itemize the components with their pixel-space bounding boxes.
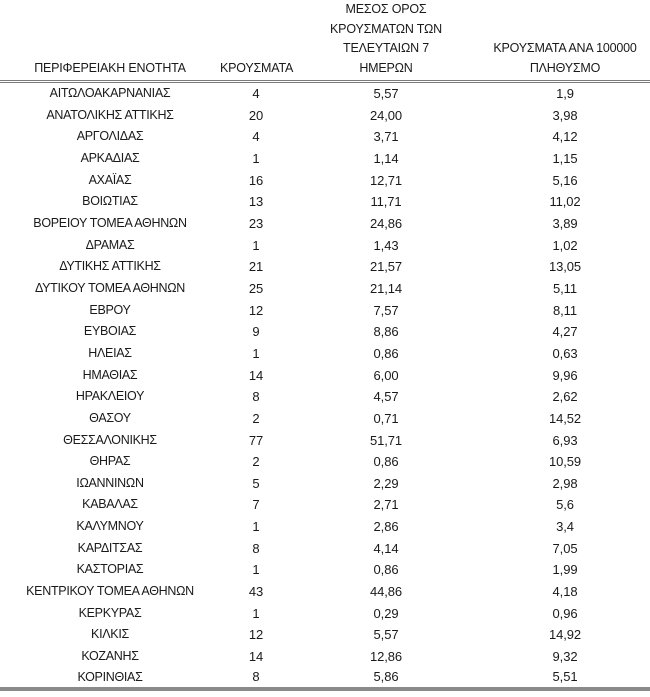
header-per100k-line: ΠΛΗΘΥΣΜΟ: [529, 60, 601, 75]
cell-region: ΚΕΡΚΥΡΑΣ: [78, 605, 142, 620]
cell-cases: 13: [248, 194, 264, 210]
cell-per100k: 14,92: [548, 627, 582, 643]
header-cases: [220, 0, 292, 82]
cell-avg7: 12,86: [369, 649, 403, 665]
cell-cases: 4: [252, 86, 260, 101]
cell-cases: 23: [248, 215, 264, 231]
cell-cases: 2: [252, 454, 260, 470]
cell-avg7: 11,71: [370, 194, 402, 210]
cell-per100k: 1,9: [556, 86, 574, 101]
cell-region: ΘΑΣΟΥ: [89, 410, 131, 425]
header-avg7: [292, 0, 480, 82]
header-per100k-line: ΚΡΟΥΣΜΑΤΑ ΑΝΑ 100000: [493, 41, 637, 55]
cell-region: ΚΙΛΚΙΣ: [91, 627, 129, 642]
cell-avg7: 12,71: [369, 172, 403, 188]
cell-avg7: 1,14: [373, 150, 399, 166]
cell-avg7: 0,71: [373, 410, 399, 426]
table-row: [0, 256, 650, 278]
cell-cases: 4: [252, 129, 260, 145]
cell-region: ΚΑΣΤΟΡΙΑΣ: [76, 562, 144, 577]
cell-per100k: 4,27: [552, 324, 578, 340]
cell-per100k: 8,11: [553, 302, 577, 318]
cell-region: ΘΕΣΣΑΛΟΝΙΚΗΣ: [63, 432, 157, 447]
table-row: [0, 430, 650, 452]
cell-avg7: 2,86: [373, 519, 399, 535]
cell-avg7: 44,86: [369, 584, 403, 600]
cell-avg7: 0,86: [373, 345, 399, 361]
table-header: [0, 0, 650, 82]
table-row: [0, 365, 650, 387]
cell-cases: 5: [252, 475, 260, 491]
header-avg7-line: ΗΜΕΡΩΝ: [359, 60, 413, 75]
header-avg7-line: ΜΕΣΟΣ ΟΡΟΣ: [345, 2, 427, 16]
cell-cases: 21: [248, 259, 264, 275]
cell-cases: 1: [252, 519, 260, 535]
cell-cases: 77: [248, 432, 264, 448]
cell-region: ΗΛΕΙΑΣ: [88, 345, 132, 360]
cell-region: ΑΝΑΤΟΛΙΚΗΣ ΑΤΤΙΚΗΣ: [46, 107, 174, 122]
table-row: [0, 451, 650, 473]
cell-cases: 2: [252, 410, 260, 426]
table-row: [0, 603, 650, 625]
cell-cases: 1: [252, 345, 260, 361]
cell-avg7: 7,57: [373, 302, 399, 318]
cell-avg7: 24,86: [369, 215, 403, 231]
cell-per100k: 4,12: [552, 129, 578, 145]
cell-region: ΚΟΖΑΝΗΣ: [81, 649, 139, 664]
table-row: [0, 235, 650, 257]
table-row: [0, 386, 650, 408]
table-row: [0, 538, 650, 560]
cell-cases: 1: [252, 150, 260, 166]
table-row: [0, 473, 650, 495]
cell-per100k: 7,05: [552, 540, 578, 556]
cell-cases: 7: [252, 497, 260, 513]
cell-per100k: 10,59: [548, 454, 582, 470]
table-row: [0, 170, 650, 192]
cell-avg7: 0,86: [373, 562, 399, 578]
cell-region: ΚΟΡΙΝΘΙΑΣ: [0, 668, 220, 689]
table-row: [0, 559, 650, 581]
cell-region: ΑΡΓΟΛΙΔΑΣ: [76, 129, 144, 144]
table-row: [0, 408, 650, 430]
cell-region: ΚΑΛΥΜΝΟΥ: [76, 519, 144, 534]
table-row: [0, 516, 650, 538]
cell-cases: 9: [252, 324, 260, 340]
cell-region: ΕΒΡΟΥ: [89, 302, 131, 317]
header-row: [0, 0, 650, 82]
header-cases-label: ΚΡΟΥΣΜΑΤΑ: [220, 60, 294, 75]
cell-region: ΚΑΡΔΙΤΣΑΣ: [77, 540, 143, 555]
cell-cases: 1: [252, 237, 260, 253]
cell-avg7: 8,86: [373, 324, 399, 340]
cell-avg7: 5,57: [373, 86, 399, 101]
cell-avg7: 1,43: [373, 237, 399, 253]
cell-region: ΔΡΑΜΑΣ: [85, 237, 135, 252]
cell-region: ΚΕΝΤΡΙΚΟΥ ΤΟΜΕΑ ΑΘΗΝΩΝ: [26, 584, 194, 599]
cell-per100k: 0,63: [552, 345, 578, 361]
cell-per100k: 3,89: [552, 215, 578, 231]
cell-region: ΔΥΤΙΚΗΣ ΑΤΤΙΚΗΣ: [59, 259, 161, 274]
header-avg7-line: ΚΡΟΥΣΜΑΤΩΝ ΤΩΝ: [330, 21, 442, 36]
cell-avg7: 51,71: [369, 432, 403, 448]
cell-per100k: 1,15: [552, 150, 578, 166]
cell-per100k: 5,11: [553, 280, 577, 296]
cell-per100k: 5,51: [480, 668, 650, 689]
cell-cases: 14: [248, 367, 264, 383]
cell-region: ΑΡΚΑΔΙΑΣ: [80, 150, 140, 165]
cell-per100k: 3,98: [552, 107, 578, 123]
table-row: [0, 624, 650, 646]
cell-cases: 14: [248, 649, 264, 665]
cell-region: ΙΩΑΝΝΙΝΩΝ: [76, 475, 144, 490]
cell-per100k: 6,93: [552, 432, 578, 448]
cell-per100k: 1,02: [552, 237, 578, 253]
table-row: [0, 278, 650, 300]
cell-avg7: 2,71: [373, 497, 399, 513]
cell-per100k: 4,18: [552, 584, 578, 600]
cell-cases: 8: [220, 668, 292, 689]
table-row: [0, 494, 650, 516]
cell-cases: 43: [248, 584, 264, 600]
cell-cases: 1: [252, 605, 260, 621]
cell-region: ΘΗΡΑΣ: [89, 454, 131, 469]
header-region: [0, 0, 220, 82]
table-row: [0, 343, 650, 365]
table-body: [0, 82, 650, 689]
table-row: [0, 126, 650, 148]
cell-avg7: 5,86: [292, 668, 480, 689]
table-row: [0, 581, 650, 603]
table-row: [0, 321, 650, 343]
cell-avg7: 5,57: [373, 627, 399, 643]
table-row: [0, 105, 650, 127]
cell-region: ΑΙΤΩΛΟΑΚΑΡΝΑΝΙΑΣ: [49, 86, 171, 100]
cell-region: ΒΟΙΩΤΙΑΣ: [82, 194, 138, 209]
cell-cases: 25: [248, 280, 264, 296]
header-avg7-line: ΤΕΛΕΥΤΑΙΩΝ 7: [343, 41, 429, 55]
cell-region: ΔΥΤΙΚΟΥ ΤΟΜΕΑ ΑΘΗΝΩΝ: [34, 280, 186, 295]
cell-avg7: 4,57: [373, 389, 399, 405]
cell-per100k: 2,62: [552, 389, 578, 405]
cell-per100k: 1,99: [552, 562, 578, 578]
cell-per100k: 13,05: [548, 259, 582, 275]
cell-avg7: 2,29: [373, 475, 399, 491]
cell-region: ΒΟΡΕΙΟΥ ΤΟΜΕΑ ΑΘΗΝΩΝ: [33, 215, 187, 230]
table-row: [0, 300, 650, 322]
cell-region: ΕΥΒΟΙΑΣ: [83, 324, 137, 339]
cell-region: ΗΡΑΚΛΕΙΟΥ: [75, 389, 145, 404]
cell-per100k: 9,96: [552, 367, 578, 383]
cell-avg7: 0,29: [373, 605, 399, 621]
table-row: [0, 148, 650, 170]
cell-per100k: 11,02: [549, 194, 581, 210]
cell-avg7: 4,14: [373, 540, 399, 556]
cell-per100k: 9,32: [552, 649, 578, 665]
table-row: [0, 646, 650, 668]
cell-per100k: 5,6: [556, 497, 574, 513]
header-region-label: ΠΕΡΙΦΕΡΕΙΑΚΗ ΕΝΟΤΗΤΑ: [34, 60, 186, 75]
cell-region: ΚΑΒΑΛΑΣ: [82, 497, 138, 512]
cell-cases: 8: [252, 389, 260, 405]
cell-cases: 12: [248, 302, 264, 318]
cell-per100k: 14,52: [548, 410, 582, 426]
cell-per100k: 0,96: [552, 605, 578, 621]
cell-cases: 20: [248, 107, 264, 123]
table-row: [0, 191, 650, 213]
cell-cases: 12: [248, 627, 264, 643]
cell-avg7: 24,00: [369, 107, 403, 123]
table-row: [0, 668, 650, 689]
table-row: [0, 82, 650, 105]
cell-cases: 16: [248, 172, 264, 188]
cell-avg7: 21,57: [369, 259, 403, 275]
header-per100k: [480, 0, 650, 82]
cell-cases: 1: [252, 562, 260, 578]
cell-per100k: 5,16: [552, 172, 578, 188]
cell-avg7: 3,71: [373, 129, 399, 145]
cell-avg7: 6,00: [373, 367, 399, 383]
cell-region: ΑΧΑΪΑΣ: [88, 172, 132, 187]
cell-region: ΗΜΑΘΙΑΣ: [82, 367, 138, 382]
cell-avg7: 0,86: [373, 454, 399, 470]
cell-cases: 8: [252, 540, 260, 556]
table-row: [0, 213, 650, 235]
cell-per100k: 2,98: [552, 475, 578, 491]
cell-per100k: 3,4: [556, 519, 574, 535]
cell-avg7: 21,14: [369, 280, 403, 296]
